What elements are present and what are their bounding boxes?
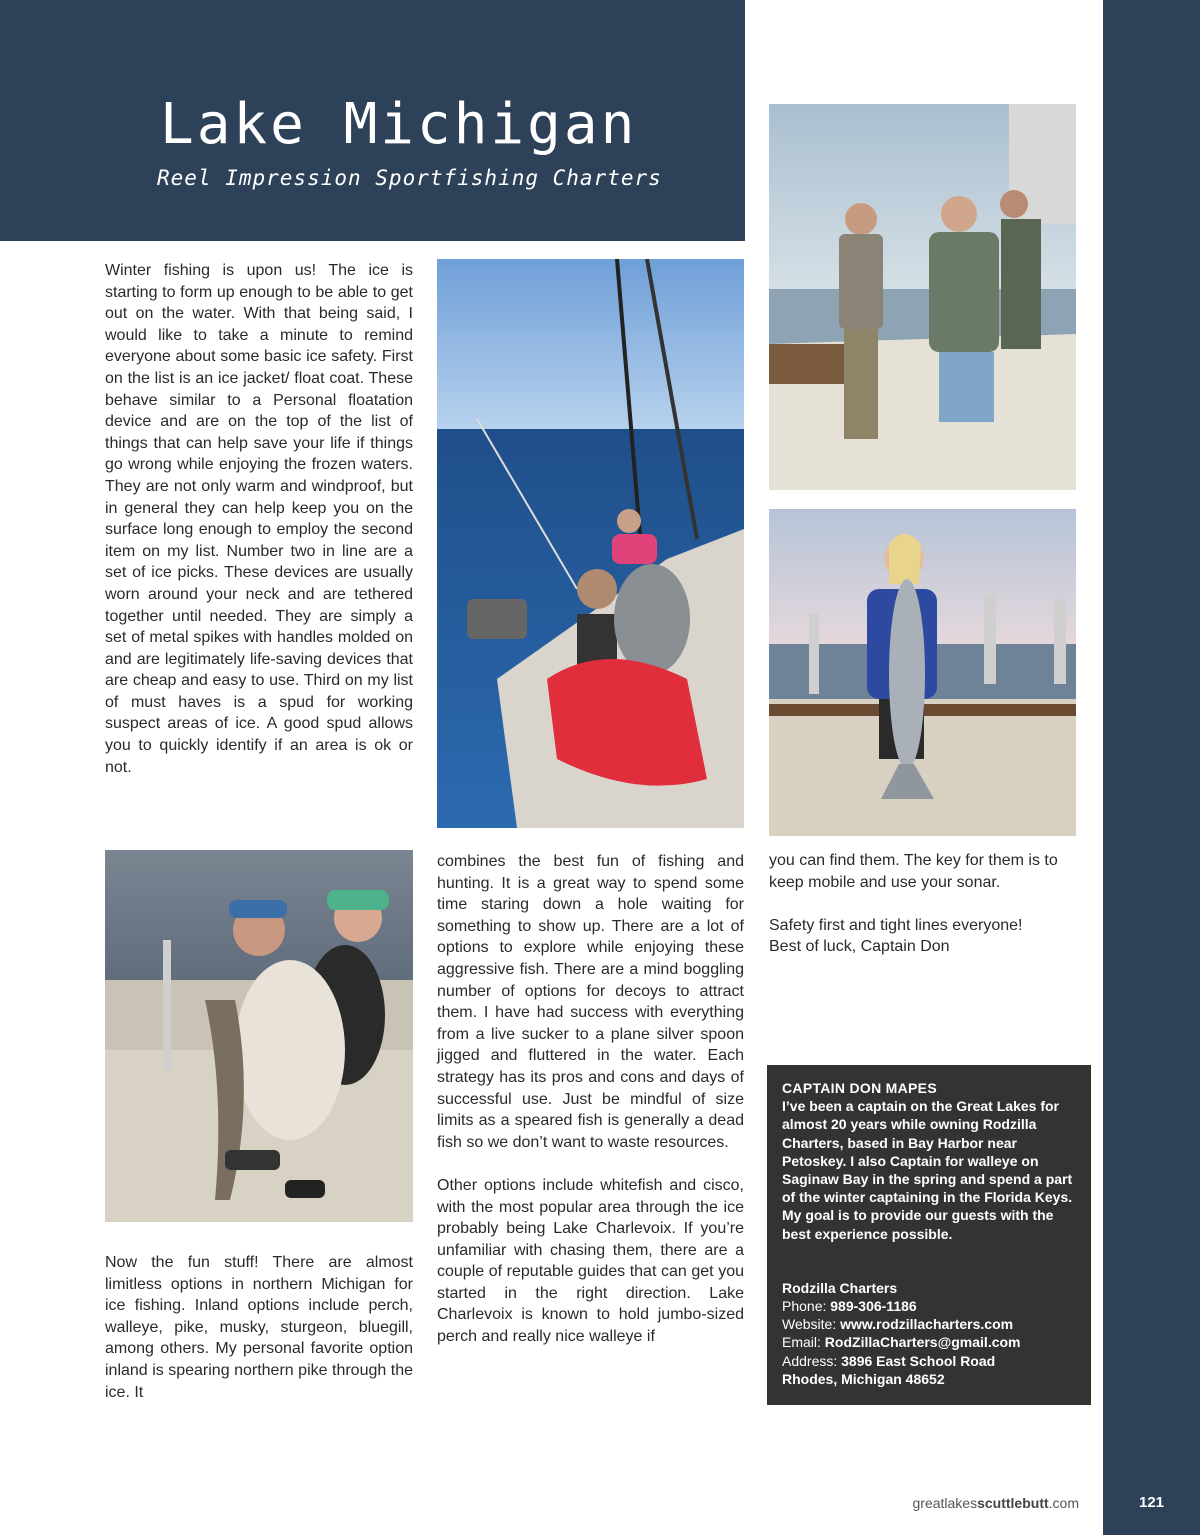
address-line-2: Rhodes, Michigan 48652 (782, 1370, 945, 1387)
page-subtitle: Reel Impression Sportfishing Charters (157, 166, 662, 190)
photo-anglers-reeling-on-boat (769, 104, 1076, 490)
address-label: Address: (782, 1352, 842, 1369)
photo-woman-holding-salmon (769, 509, 1076, 836)
article-column-2 (437, 851, 744, 1348)
website-label: Website: (782, 1316, 841, 1333)
article-paragraph (769, 915, 1077, 958)
phone-label: Phone: (782, 1298, 831, 1315)
article-paragraph: combines the best fun of fishing and hunting. It is a great way to spend some time staring down a hole waiting for something to show up. There are a lot of options to explore while enjoying these aggressive fish. There are a mind boggling number of options for decoys to attract them. I have had success with everything from a live sucker to a plane silver spoon jigged and fluttered in the water. Each strategy has its pros and cons and days of successful use. Just be mindful of size limits as a speared fish is generally a dead fish so we don’t want to waste resources. (437, 853, 744, 1151)
signoff-line-1: Safety first and tight lines everyone! (769, 916, 1023, 934)
company-name: Rodzilla Charters (782, 1279, 898, 1296)
article-paragraph: Winter fishing is upon us! The ice is starting to form up enough to be able to get out on the water. With that being said, I would like to take a minute to remind everyone about some basic ice safety. First on the list is an ice jacket/ float coat. These behave similar to a Personal floatation device and are on the top of the list of things that can help save your life if things go wrong while enjoying the frozen waters. They are not only warm and windproof, but in general they can help keep you on the surface long enough to employ the second item on my list. Number two in line are a set of ice picks. These devices are usually worn around your neck and are tethered together until needed. They are simply a set of metal spikes with handles molded on and are legitimately life-saving devices that are cheap and easy to use. Third on my list of must haves is a spud for working suspect areas of ice. A good spud allows you to quickly identify if an area is ok or not. (105, 262, 413, 776)
footer-site-bold: scuttlebutt (977, 1495, 1049, 1511)
article-column-1-bottom (105, 1252, 413, 1403)
bio-text: I’ve been a captain on the Great Lakes for almost 20 years while owning Rodzilla Charters, based in Bay Harbor near Petoskey. I also Captain for walleye on Saginaw Bay in the spring and spend a part of the winter captaining in the Florida Keys. My goal is to provide our guests with the best experience possible. (782, 1098, 1073, 1242)
footer-site-suffix: .com (1048, 1495, 1079, 1511)
footer-website[interactable] (913, 1495, 1080, 1511)
website-row (782, 1315, 1077, 1333)
article-column-1-top (105, 260, 413, 778)
email-label: Email: (782, 1334, 825, 1351)
email-link[interactable]: RodZillaCharters@gmail.com (824, 1334, 1021, 1351)
photo-anglers-fighting-fish (437, 259, 744, 828)
address-line-1: 3896 East School Road (841, 1352, 996, 1369)
article-column-3 (769, 850, 1077, 958)
website-link[interactable]: www.rodzillacharters.com (840, 1316, 1014, 1333)
side-bar (1103, 0, 1200, 1535)
address-row (782, 1352, 1077, 1370)
signoff-line-2: Best of luck, Captain Don (769, 938, 950, 956)
photo-man-and-boy-with-trout (105, 850, 413, 1222)
footer-site-prefix: greatlakes (912, 1495, 978, 1511)
phone-row (782, 1297, 1077, 1315)
page-number: 121 (1138, 1494, 1165, 1511)
contact-info (782, 1279, 1077, 1388)
article-paragraph: you can find them. The key for them is to keep mobile and use your sonar. (769, 852, 1058, 891)
email-row (782, 1333, 1077, 1351)
article-paragraph: Now the fun stuff! There are almost limitless options in northern Michigan for ice fishing. Inland options include perch, walleye, pike, musky, sturgeon, bluegill, among others. My personal favorite option inland is spearing northern pike through the ice. It (105, 1254, 413, 1401)
article-paragraph: Other options include whitefish and cisco, with the most popular area through the ice probably being Lake Charlevoix. If you’re unfamiliar with chasing them, there are a couple of reputable guides that can get you started in the right direction. Lake Charlevoix is known to hold jumbo-sized perch and really nice walleye if (437, 1176, 744, 1346)
bio-name: CAPTAIN DON MAPES (782, 1080, 937, 1096)
page-title: Lake Michigan (160, 92, 638, 157)
captain-bio-box (767, 1065, 1091, 1405)
phone-value[interactable]: 989-306-1186 (830, 1298, 917, 1315)
